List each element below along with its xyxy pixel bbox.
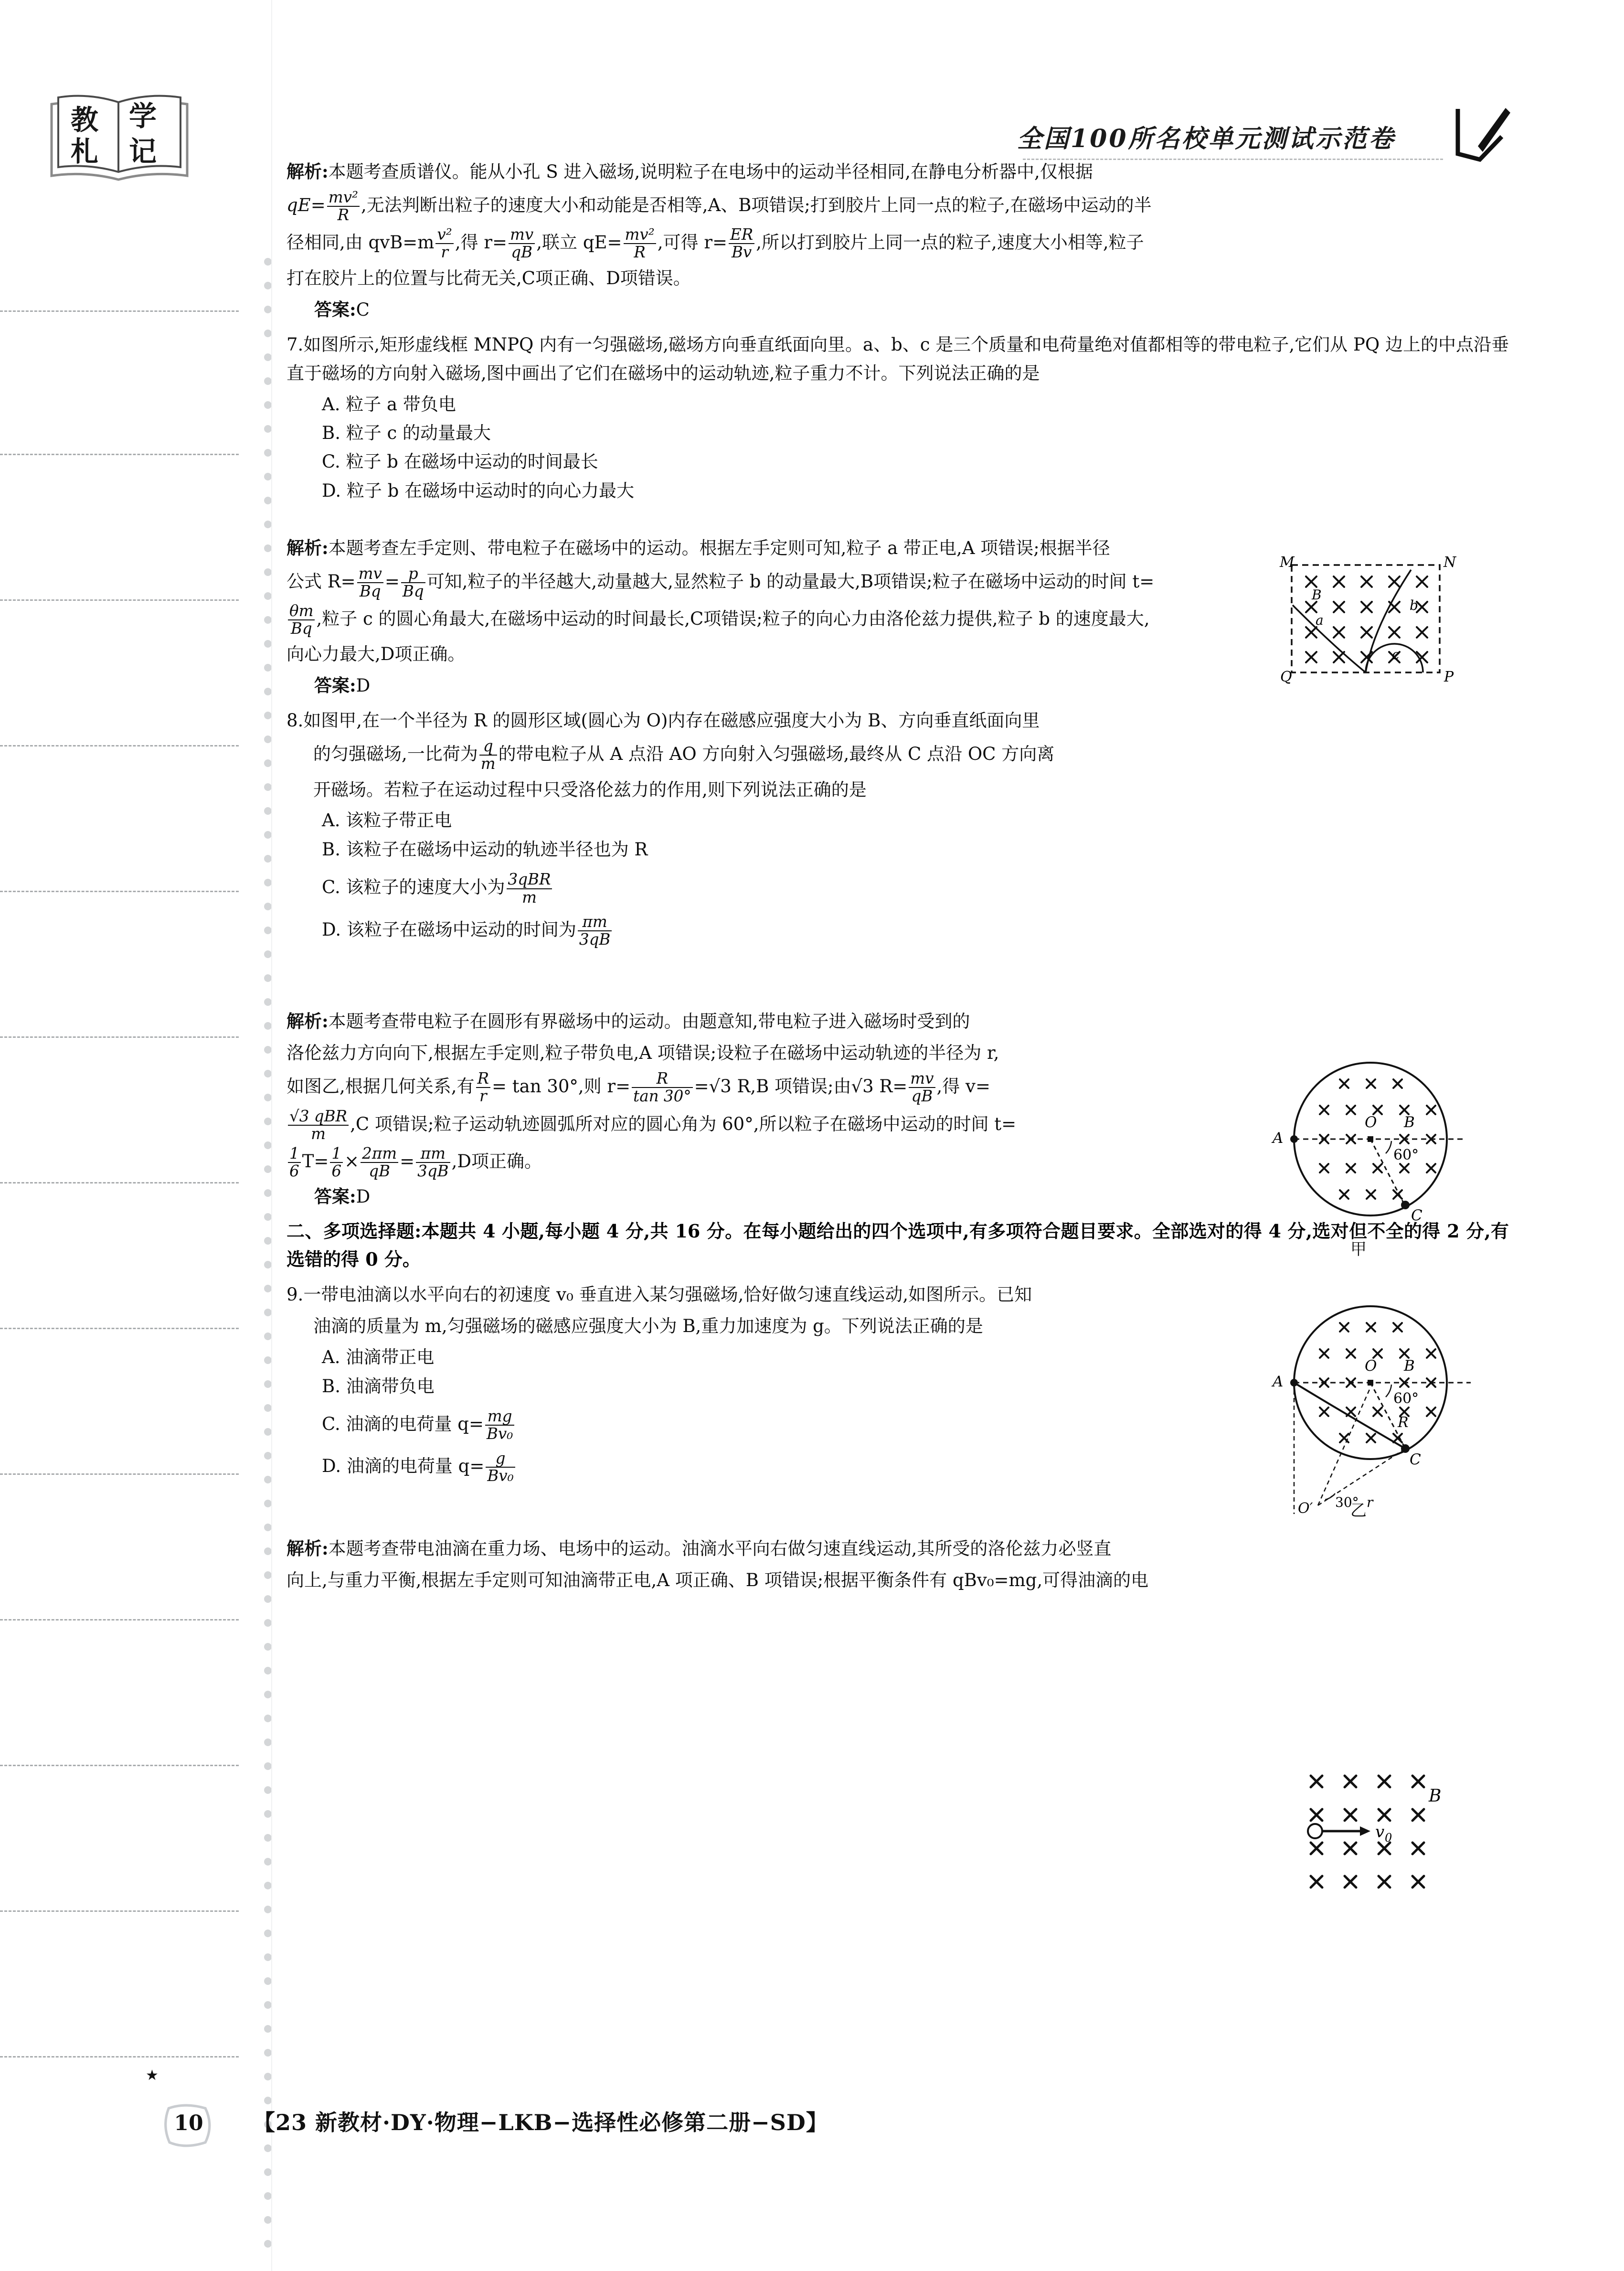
- fraction-R-r: $\frac{R}{r}$: [476, 1070, 491, 1105]
- question-7-option-c[interactable]: C. 粒子 b 在磁场中运动的时间最长: [322, 451, 598, 472]
- analysis-8-times: ×: [344, 1151, 360, 1172]
- analysis-6-line4: 打在胶片上的位置与比荷无关,C项正确、D项错误。: [287, 267, 691, 288]
- fraction-sqrt3qBR-m: $\frac{\text{√3 qBR}}{m}$: [288, 1108, 349, 1142]
- analysis-6-text2: ,无法判断出粒子的速度大小和动能是否相等,A、B项错误;打到胶片上同一点的粒子,在磁场中运动的半: [361, 194, 1152, 215]
- page-perforation-strip: [264, 258, 272, 2271]
- fraction-3qBR-m: $\frac{\text{3qBR}}{m}$: [507, 871, 552, 906]
- question-8-stem-b: [287, 738, 1509, 772]
- answer-label-6: 答案:: [314, 299, 356, 320]
- fraction-1-6: $\frac{1}{6}$: [288, 1145, 301, 1180]
- analysis-6-line2: [287, 189, 1509, 224]
- analysis-9-text1: 本题考查带电油滴在重力场、电场中的运动。油滴水平向右做匀速直线运动,其所受的洛伦兹力必竖直: [328, 1538, 1112, 1559]
- analysis-7-label: 解析:: [287, 537, 329, 558]
- fraction-p-Bq: $\frac{p}{Bq}$: [401, 565, 425, 600]
- analysis-8-text5h: ,D项正确。: [451, 1151, 542, 1172]
- fraction-R-tan30: $\frac{R}{\tan 30^\circ}$: [632, 1070, 692, 1105]
- margin-divider: [271, 0, 272, 2271]
- fraction-mv-qB: $\frac{mv}{qB}$: [509, 226, 535, 261]
- svg-text:30°: 30°: [1335, 1494, 1359, 1510]
- analysis-8-line5: [287, 1145, 1194, 1180]
- analysis-9-line1: [287, 1535, 1509, 1563]
- question-7-figure: [1253, 552, 1478, 690]
- analysis-8-text3c: =√3 R,B 项错误;由√3 R=: [694, 1076, 908, 1097]
- analysis-8-text1: 本题考查带电粒子在圆形有界磁场中的运动。由题意知,带电粒子进入磁场时受到的: [328, 1011, 970, 1032]
- question-9-option-c-label: C. 油滴的电荷量 q=: [322, 1413, 484, 1434]
- analysis-9-line2: 向上,与重力平衡,根据左手定则可知油滴带正电,A 项正确、B 项错误;根据平衡条件有 qBv₀=mg,可得油滴的电: [287, 1570, 1149, 1591]
- answer-6: [314, 296, 1509, 324]
- notebook-margin: [0, 0, 267, 2271]
- analysis-6-text3e: ,所以打到胶片上同一点的粒子,速度大小相等,粒子: [756, 232, 1144, 253]
- header-title: 全国100所名校单元测试示范卷: [1017, 124, 1396, 153]
- fraction-mv2-R: $\frac{\text{mv²}}{R}$: [327, 189, 360, 224]
- svg-text:C: C: [1411, 1207, 1422, 1224]
- fraction-pim-3qB: $\frac{\pi m}{3qB}$: [578, 914, 612, 948]
- logo-char-4: 记: [129, 135, 157, 168]
- analysis-8-text3a: 如图乙,根据几何关系,有: [287, 1076, 475, 1097]
- analysis-7-text3: ,粒子 c 的圆心角最大,在磁场中运动的时间最长,C项错误;粒子的向心力由洛伦兹力提供,粒子 b 的速度最大,: [316, 608, 1150, 629]
- question-7-option-d[interactable]: D. 粒子 b 在磁场中运动时的向心力最大: [322, 480, 635, 501]
- fraction-pim-3qB-b: $\frac{\pi m}{3qB}$: [416, 1145, 450, 1180]
- corner-star-icon: ★: [146, 2067, 159, 2084]
- analysis-8-label: 解析:: [287, 1011, 329, 1032]
- svg-text:O′: O′: [1298, 1500, 1313, 1514]
- answer-label-8: 答案:: [314, 1186, 356, 1207]
- fraction-2pim-qB: $\frac{2\pi m}{qB}$: [361, 1145, 398, 1180]
- analysis-7-text2a: 公式 R=: [287, 571, 356, 592]
- svg-text:r: r: [1367, 1494, 1373, 1510]
- question-9-stem-text-a: 一带电油滴以水平向右的初速度 v₀ 垂直进入某匀强磁场,恰好做匀速直线运动,如图所示。已知: [303, 1284, 1032, 1305]
- svg-text:O: O: [1365, 1114, 1377, 1131]
- fraction-v2-r: $\frac{\text{v²}}{r}$: [435, 226, 453, 261]
- svg-text:R: R: [1398, 1414, 1409, 1431]
- analysis-7-eq: =: [384, 571, 400, 592]
- svg-text:c: c: [1392, 647, 1400, 662]
- question-7-stem-text: 如图所示,矩形虚线框 MNPQ 内有一匀强磁场,磁场方向垂直纸面向里。a、b、c 是三个质量和电荷量绝对值都相等的带电粒子,它们从 PQ 边上的中点沿垂直于磁场的方向射入磁场,图中画出了它们在磁场中的运动轨迹,粒子重力不计。下列说法正确的是: [287, 334, 1509, 384]
- analysis-9-label: 解析:: [287, 1538, 329, 1559]
- analysis-6-text1: 本题考查质谱仪。能从小孔 S 进入磁场,说明粒子在电场中的运动半径相同,在静电分析器中,仅根据: [328, 161, 1093, 182]
- page-number: 10: [174, 2111, 203, 2135]
- svg-text:B: B: [1404, 1357, 1415, 1375]
- question-8-stem-c: 开磁场。若粒子在运动过程中只受洛伦兹力的作用,则下列说法正确的是: [313, 779, 867, 800]
- question-8-option-b[interactable]: B. 该粒子在磁场中运动的轨迹半径也为 R: [322, 839, 648, 860]
- question-8-figure-yi: [1242, 1290, 1475, 1520]
- answer-value-6: C: [356, 299, 370, 320]
- analysis-8-line4: [287, 1108, 1194, 1142]
- analysis-8-text4b: ,C 项错误;粒子运动轨迹圆弧所对应的圆心角为 60°,所以粒子在磁场中运动的时间 t=: [350, 1113, 1017, 1134]
- open-book-icon: [48, 87, 191, 187]
- question-8-option-d-label: D. 该粒子在磁场中运动的时间为: [322, 919, 576, 940]
- analysis-8-text3d: ,得 v=: [936, 1076, 990, 1097]
- svg-text:60°: 60°: [1393, 1390, 1419, 1407]
- svg-text:Q: Q: [1280, 669, 1292, 685]
- analysis-7-text1: 本题考查左手定则、带电粒子在磁场中的运动。根据左手定则可知,粒子 a 带正电,A 项错误;根据半径: [328, 537, 1110, 558]
- analysis-6-line3: [287, 226, 1509, 261]
- question-9-number: 9.: [287, 1284, 304, 1305]
- analysis-6-text3d: ,可得 r=: [657, 232, 728, 253]
- question-8-figure-jia: [1242, 1046, 1475, 1259]
- fraction-thetam-Bq: $\frac{\theta m}{Bq}$: [288, 603, 315, 637]
- analysis-6-text3b: ,得 r=: [455, 232, 508, 253]
- figure-yi-caption: 乙: [1350, 1501, 1367, 1520]
- fraction-q-m: $\frac{q}{m}$: [479, 738, 497, 772]
- svg-text:P: P: [1444, 669, 1454, 685]
- svg-text:B: B: [1429, 1786, 1442, 1806]
- fraction-mv-qB-2: $\frac{mv}{qB}$: [909, 1070, 935, 1105]
- analysis-8-line2: 洛伦兹力方向向下,根据左手定则,粒子带负电,A 项错误;设粒子在磁场中运动轨迹的半径为 r,: [287, 1043, 999, 1064]
- logo-char-2: 学: [129, 100, 157, 132]
- analysis-8-line1: [287, 1007, 1194, 1036]
- pen-checkmark-icon: [1449, 100, 1511, 162]
- svg-text:0: 0: [1385, 1831, 1392, 1845]
- analysis-6-text3a: 径相同,由 qvB=m: [287, 232, 435, 253]
- question-8-option-c-label: C. 该粒子的速度大小为: [322, 877, 505, 898]
- answer-value-7: D: [356, 675, 371, 696]
- question-9-stem-b: 油滴的质量为 m,匀强磁场的磁感应强度大小为 B,重力加速度为 g。下列说法正确的是: [313, 1316, 983, 1337]
- question-7-option-a[interactable]: A. 粒子 a 带负电: [322, 394, 456, 415]
- question-9-option-b[interactable]: B. 油滴带负电: [322, 1375, 435, 1397]
- question-7-number: 7.: [287, 334, 304, 355]
- fraction-mv-Bq: $\frac{mv}{Bq}$: [357, 565, 383, 600]
- section-2-heading: 二、多项选择题:本题共 4 小题,每小题 4 分,共 16 分。在每小题给出的四个选项中,有多项符合题目要求。全部选对的得 4 分,选对但不全的得 2 分,有选错的得 0 分。: [287, 1220, 1509, 1270]
- analysis-7-line4: 向心力最大,D项正确。: [287, 644, 466, 665]
- question-8-stem-a: [287, 706, 1509, 735]
- logo-char-3: 札: [71, 135, 99, 168]
- notebook-logo: [48, 87, 191, 187]
- analysis-8-eq: =: [400, 1151, 415, 1172]
- answer-label-7: 答案:: [314, 675, 356, 696]
- analysis-8-line3: [287, 1070, 1194, 1105]
- analysis-8-T: T=: [302, 1151, 329, 1172]
- fraction-1-6-b: $\frac{1}{6}$: [330, 1145, 343, 1180]
- analysis-6-eq-intro: qE=: [287, 194, 326, 215]
- question-7-option-b[interactable]: B. 粒子 c 的动量最大: [322, 423, 491, 444]
- analysis-7-text2c: 可知,粒子的半径越大,动量越大,显然粒子 b 的动量最大,B项错误;粒子在磁场中运动的时间 t=: [426, 571, 1155, 592]
- svg-text:a: a: [1316, 612, 1324, 628]
- svg-text:A: A: [1273, 1130, 1284, 1147]
- svg-text:v: v: [1375, 1823, 1385, 1842]
- question-7-stem: [287, 331, 1509, 388]
- question-8-option-a[interactable]: A. 该粒子带正电: [322, 810, 452, 831]
- question-9-option-d-label: D. 油滴的电荷量 q=: [322, 1456, 485, 1477]
- fraction-g-Bv0: $\frac{g}{\text{Bv₀}}$: [486, 1450, 515, 1484]
- answer-value-8: D: [356, 1186, 371, 1207]
- question-8-stem-text-b1: 的匀强磁场,一比荷为: [313, 744, 478, 765]
- svg-text:A: A: [1273, 1373, 1284, 1390]
- question-8-number: 8.: [287, 710, 304, 731]
- question-8-option-d[interactable]: [322, 914, 1509, 948]
- svg-text:N: N: [1444, 554, 1456, 571]
- svg-text:M: M: [1280, 554, 1295, 571]
- fraction-ER-Bv: $\frac{ER}{Bv}$: [729, 226, 754, 261]
- svg-text:C: C: [1410, 1451, 1421, 1468]
- analysis-label: 解析:: [287, 161, 329, 182]
- question-9-figure: [1299, 1767, 1490, 1901]
- svg-text:60°: 60°: [1393, 1147, 1419, 1163]
- question-8-option-c[interactable]: [322, 871, 1509, 906]
- analysis-8-text3b: = tan 30°,则 r=: [492, 1076, 631, 1097]
- svg-text:B: B: [1404, 1114, 1415, 1131]
- logo-char-1: 教: [71, 104, 99, 136]
- figure-jia-caption: 甲: [1350, 1240, 1367, 1259]
- fraction-mg-Bv0: $\frac{mg}{\text{Bv₀}}$: [485, 1408, 514, 1442]
- question-8-stem-text-a: 如图甲,在一个半径为 R 的圆形区域(圆心为 O)内存在磁感应强度大小为 B、方向垂直纸面向里: [303, 710, 1040, 731]
- analysis-6-text3c: ,联立 qE=: [536, 232, 622, 253]
- question-8-stem-text-b2: 的带电粒子从 A 点沿 AO 方向射入匀强磁场,最终从 C 点沿 OC 方向离: [498, 744, 1055, 765]
- analysis-6-line1: [287, 158, 1509, 186]
- svg-text:O: O: [1365, 1357, 1377, 1375]
- page-footer: [158, 2098, 1447, 2155]
- fraction-mv2-R-2: $\frac{\text{mv²}}{R}$: [624, 226, 656, 261]
- svg-text:b: b: [1410, 597, 1418, 613]
- footer-text: 【23 新教材·DY·物理−LKB−选择性必修第二册−SD】: [253, 2110, 828, 2135]
- question-9-option-a[interactable]: A. 油滴带正电: [322, 1347, 435, 1368]
- svg-text:B: B: [1312, 587, 1322, 603]
